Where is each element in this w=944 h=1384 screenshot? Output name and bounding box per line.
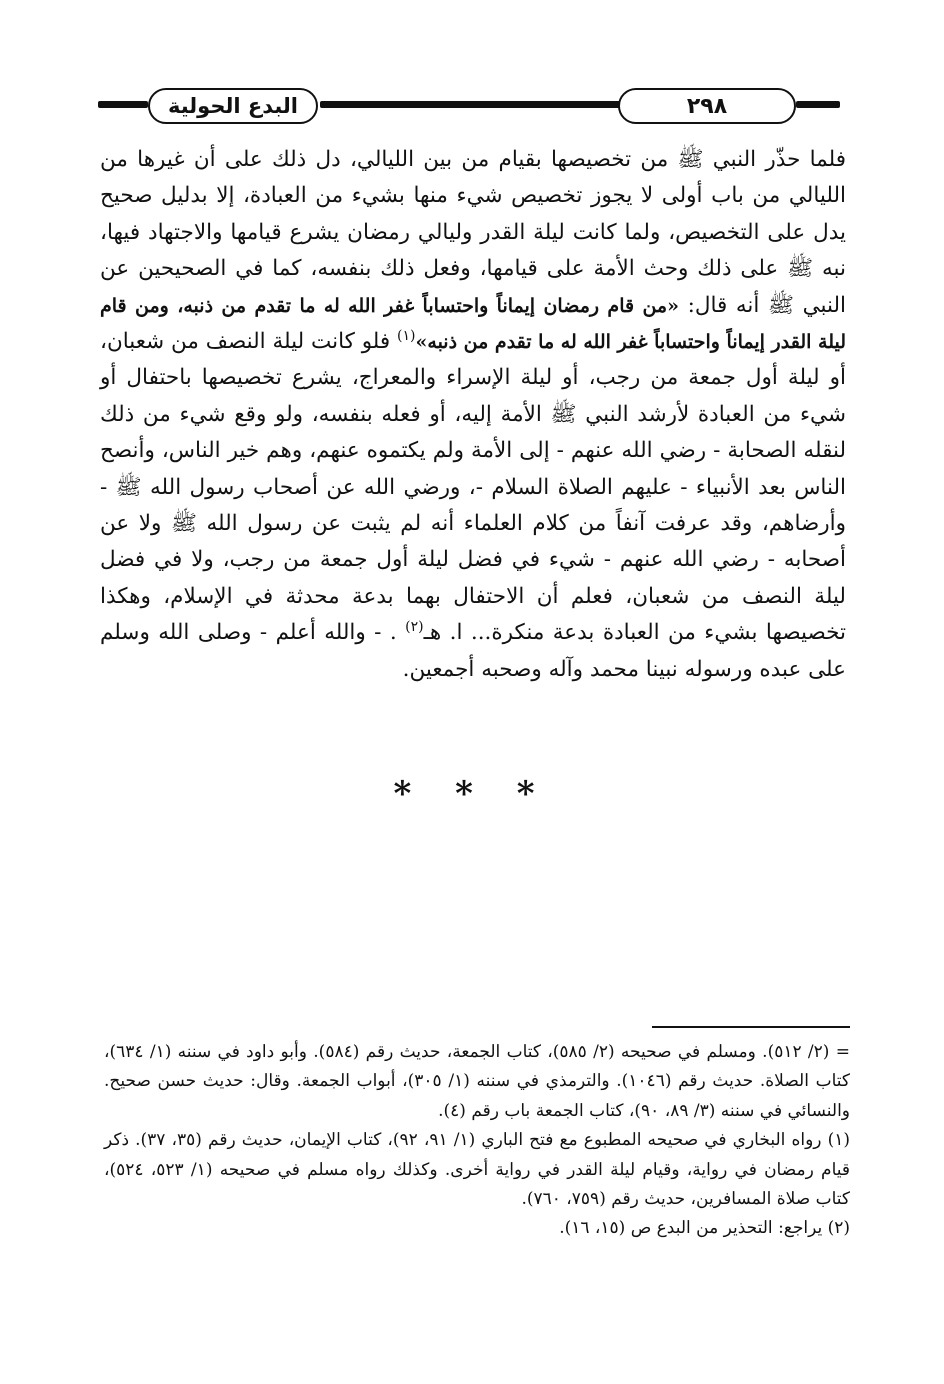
footnotes: [104, 1038, 850, 1244]
footnote-divider: [652, 1026, 850, 1028]
section-separator: * * *: [393, 774, 551, 814]
page-number: ٢٩٨: [618, 88, 796, 124]
header-rule-middle: [320, 101, 622, 108]
footnote-1: (١) رواه البخاري في صحيحه المطبوع مع فتح الباري (١/ ٩١، ٩٢)، كتاب الإيمان، حديث رقم (٣٥، ٣٧). ذكر قيام رمضان في رواية، وقيام ليلة القدر في رواية أخرى. وكذلك رواه مسلم في صحيحه (١/ ٥٢٣، ٥٢٤)، كتاب صلاة المسافرين، حديث رقم (٧٥٩، ٧٦٠).: [104, 1130, 851, 1210]
main-text: [100, 142, 846, 688]
footnote-2: (٢) يراجع: التحذير من البدع ص (١٥، ١٦).: [559, 1218, 850, 1239]
paragraph-closing: . - والله أعلم - وصلى الله وسلم على عبده ورسوله نبينا محمد وآله وصحبه أجمعين.: [100, 620, 846, 682]
hadith-quote: «من قام رمضان إيماناً واحتساباً غفر الله له ما تقدم من ذنبه، ومن قام ليلة القدر إيماناً واحتساباً غفر الله له ما تقدم من ذنبه»: [100, 294, 847, 354]
page-header: [98, 86, 840, 126]
running-title: البدع الحولية: [148, 88, 318, 124]
main-paragraph: [100, 142, 846, 688]
header-rule-left: [98, 101, 148, 108]
footnote-ref-2: (٢): [405, 619, 424, 636]
paragraph-intro: فلما حذّر النبي ﷺ من تخصيصها بقيام من بين الليالي، دل ذلك على أن غيرها من الليالي من باب أولى لا يجوز تخصيص شيء منها بشيء من العبادة، إلا بدليل صحيح يدل على التخصيص، ولما كانت ليلة القدر وليالي رمضان يشرع قيامها والاجتهاد فيها، نبه ﷺ على ذلك وحث الأمة على قيامها، وفعل ذلك بنفسه، كما في الصحيحين عن النبي ﷺ أنه قال:: [100, 147, 846, 318]
footnote-continuation: = (٢/ ٥١٢). ومسلم في صحيحه (٢/ ٥٨٥)، كتاب الجمعة، حديث رقم (٥٨٤). وأبو داود في سننه (١/ ٦٣٤)، كتاب الصلاة. حديث رقم (١٠٤٦). والترمذي في سننه (١/ ٣٠٥)، أبواب الجمعة. وقال: حديث حسن صحيح. والنسائي في سننه (٣/ ٨٩، ٩٠)، كتاب الجمعة باب رقم (٤).: [104, 1042, 851, 1121]
header-rule-right: [796, 101, 840, 108]
paragraph-continuation: فلو كانت ليلة النصف من شعبان، أو ليلة أول جمعة من رجب، أو ليلة الإسراء والمعراج، يشرع تخصيصها باحتفال أو شيء من العبادة لأرشد النبي ﷺ الأمة إليه، أو فعله بنفسه، ولو وقع شيء من ذلك لنقله الصحابة - رضي الله عنهم - إلى الأمة ولم يكتموه عنهم، وهم خير الناس، وأنصح الناس بعد الأنبياء - عليهم الصلاة السلام -، ورضي الله عن أصحاب رسول الله ﷺ - وأرضاهم، وقد عرفت آنفاً من كلام العلماء أنه لم يثبت عن رسول الله ﷺ ولا عن أصحابه - رضي الله عنهم - شيء في فضل ليلة أول جمعة من رجب، ولا في فضل ليلة النصف من شعبان، فعلم أن الاحتفال بهما بدعة محدثة في الإسلام، وهكذا تخصيصها بشيء من العبادة بدعة منكرة... ا. هـ: [100, 329, 846, 646]
footnote-ref-1: (١): [397, 327, 416, 344]
